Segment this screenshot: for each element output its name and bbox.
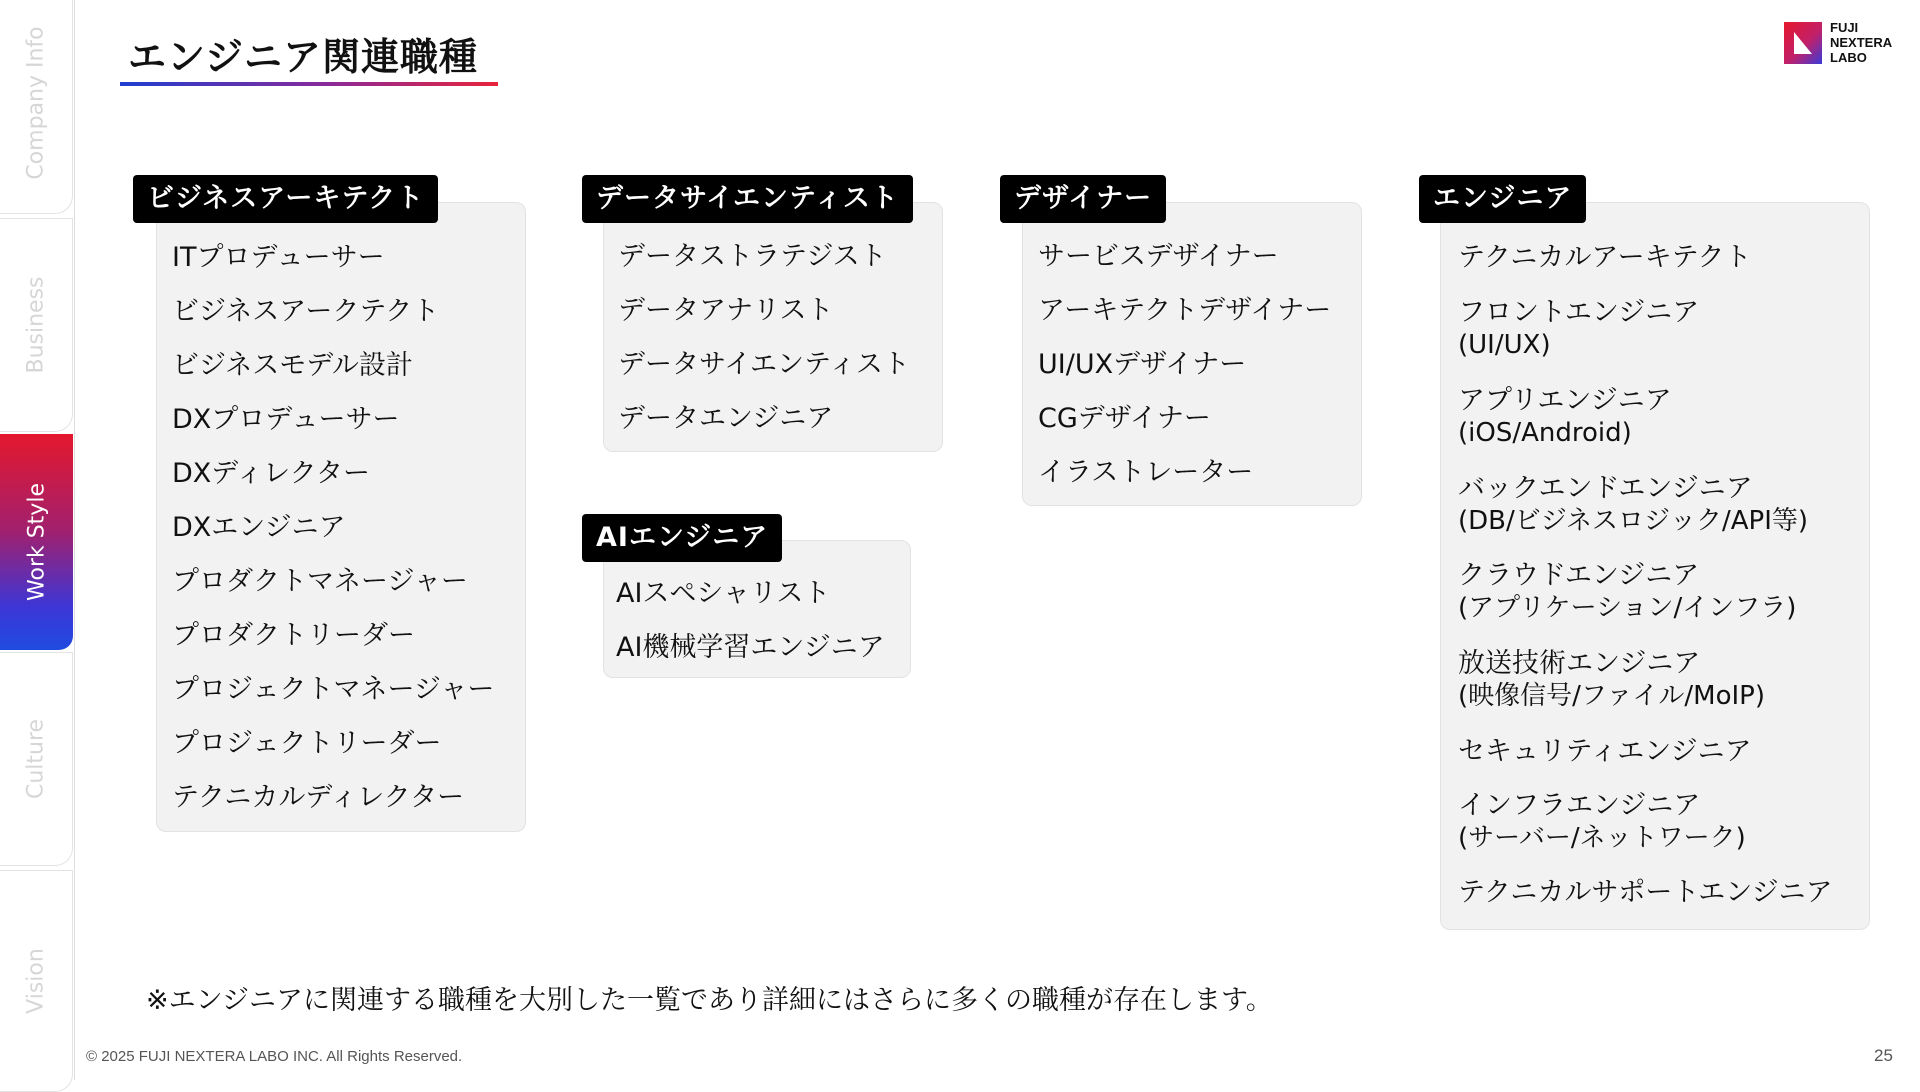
job-item-sub: (UI/UX) <box>1458 330 1551 360</box>
job-item-main: セキュリティエンジニア <box>1458 736 1752 767</box>
job-item: DXエンジニア <box>172 512 346 543</box>
logo-text-line: LABO <box>1830 50 1867 65</box>
job-item: プロジェクトマネージャー <box>172 674 495 705</box>
job-item <box>1458 472 1808 538</box>
job-item <box>1458 735 1752 768</box>
job-item-sub: (iOS/Android) <box>1458 418 1632 448</box>
logo-text-line: NEXTERA <box>1830 35 1893 50</box>
logo-text <box>1830 20 1892 65</box>
job-item-main: バックエンドエンジニア <box>1458 473 1753 504</box>
job-item-sub: (アプリケーション/インフラ) <box>1458 593 1797 623</box>
job-item-main: アプリエンジニア <box>1458 385 1672 416</box>
job-item: DXプロデューサー <box>172 404 400 435</box>
side-navigation <box>0 0 75 1080</box>
job-item: プロジェクトリーダー <box>172 728 442 759</box>
job-item: AI機械学習エンジニア <box>616 632 885 663</box>
footnote: ※エンジニアに関連する職種を大別した一覧であり詳細にはさらに多くの職種が存在します。 <box>146 985 1273 1016</box>
job-item: アーキテクトデザイナー <box>1038 295 1332 326</box>
job-item-main: クラウドエンジニア <box>1458 560 1700 591</box>
nav-tab-business[interactable] <box>0 218 73 432</box>
job-item: サービスデザイナー <box>1038 241 1279 272</box>
page-title: エンジニア関連職種 <box>128 35 479 79</box>
category-tag-business-architect: ビジネスアーキテクト <box>133 175 438 223</box>
job-item: AIスペシャリスト <box>616 578 831 609</box>
job-item-sub: (映像信号/ファイル/MoIP) <box>1458 681 1765 711</box>
nav-tab-company-info[interactable] <box>0 0 73 214</box>
category-tag-engineer: エンジニア <box>1419 175 1586 223</box>
job-item: ビジネスアークテクト <box>172 296 440 327</box>
logo-text-line: FUJI <box>1830 20 1859 35</box>
job-item <box>1458 789 1746 855</box>
job-item <box>1458 241 1752 274</box>
job-item: データストラテジスト <box>618 241 887 272</box>
copyright: © 2025 FUJI NEXTERA LABO INC. All Rights Reserved. <box>86 1048 463 1065</box>
category-tag-data-scientist: データサイエンティスト <box>582 175 913 223</box>
job-item: ビジネスモデル設計 <box>172 350 413 381</box>
nav-tab-label: Business <box>23 276 49 374</box>
job-item-sub: (サーバー/ネットワーク) <box>1458 823 1746 853</box>
nav-tab-culture[interactable] <box>0 652 73 866</box>
category-tag-ai-engineer: AIエンジニア <box>582 514 782 562</box>
job-item-main: 放送技術エンジニア <box>1458 648 1701 679</box>
job-item-sub: (DB/ビジネスロジック/API等) <box>1458 506 1809 536</box>
job-item-main: インフラエンジニア <box>1458 790 1701 821</box>
job-item: プロダクトマネージャー <box>172 566 468 597</box>
job-item: データエンジニア <box>618 403 834 434</box>
job-item-main: テクニカルアーキテクト <box>1458 242 1752 273</box>
job-item: UI/UXデザイナー <box>1038 349 1247 380</box>
job-item <box>1458 876 1833 909</box>
job-item <box>1458 647 1765 713</box>
job-item: CGデザイナー <box>1038 403 1211 434</box>
logo-mark-icon <box>1784 22 1822 64</box>
nav-tab-label: Culture <box>23 718 49 800</box>
job-item-main: フロントエンジニア <box>1458 297 1700 328</box>
job-item: プロダクトリーダー <box>172 620 415 651</box>
job-item: ITプロデューサー <box>172 242 385 273</box>
nav-tab-work-style[interactable] <box>0 434 73 650</box>
nav-tab-label: Work Style <box>24 483 49 601</box>
nav-tab-vision[interactable] <box>0 870 73 1092</box>
nav-tab-label: Vision <box>23 948 49 1014</box>
page-number: 25 <box>1874 1046 1893 1065</box>
job-item <box>1458 559 1796 625</box>
job-item: データアナリスト <box>618 295 834 326</box>
job-item <box>1458 384 1672 450</box>
job-item-main: テクニカルサポートエンジニア <box>1458 877 1833 908</box>
job-item: イラストレーター <box>1038 457 1254 488</box>
title-underline <box>120 82 498 86</box>
job-item: DXディレクター <box>172 458 371 489</box>
nav-tab-label: Company Info <box>23 26 49 180</box>
job-item: データサイエンティスト <box>618 349 910 380</box>
job-item: テクニカルディレクター <box>172 782 465 813</box>
category-tag-designer: デザイナー <box>1000 175 1166 223</box>
job-item <box>1458 296 1699 362</box>
